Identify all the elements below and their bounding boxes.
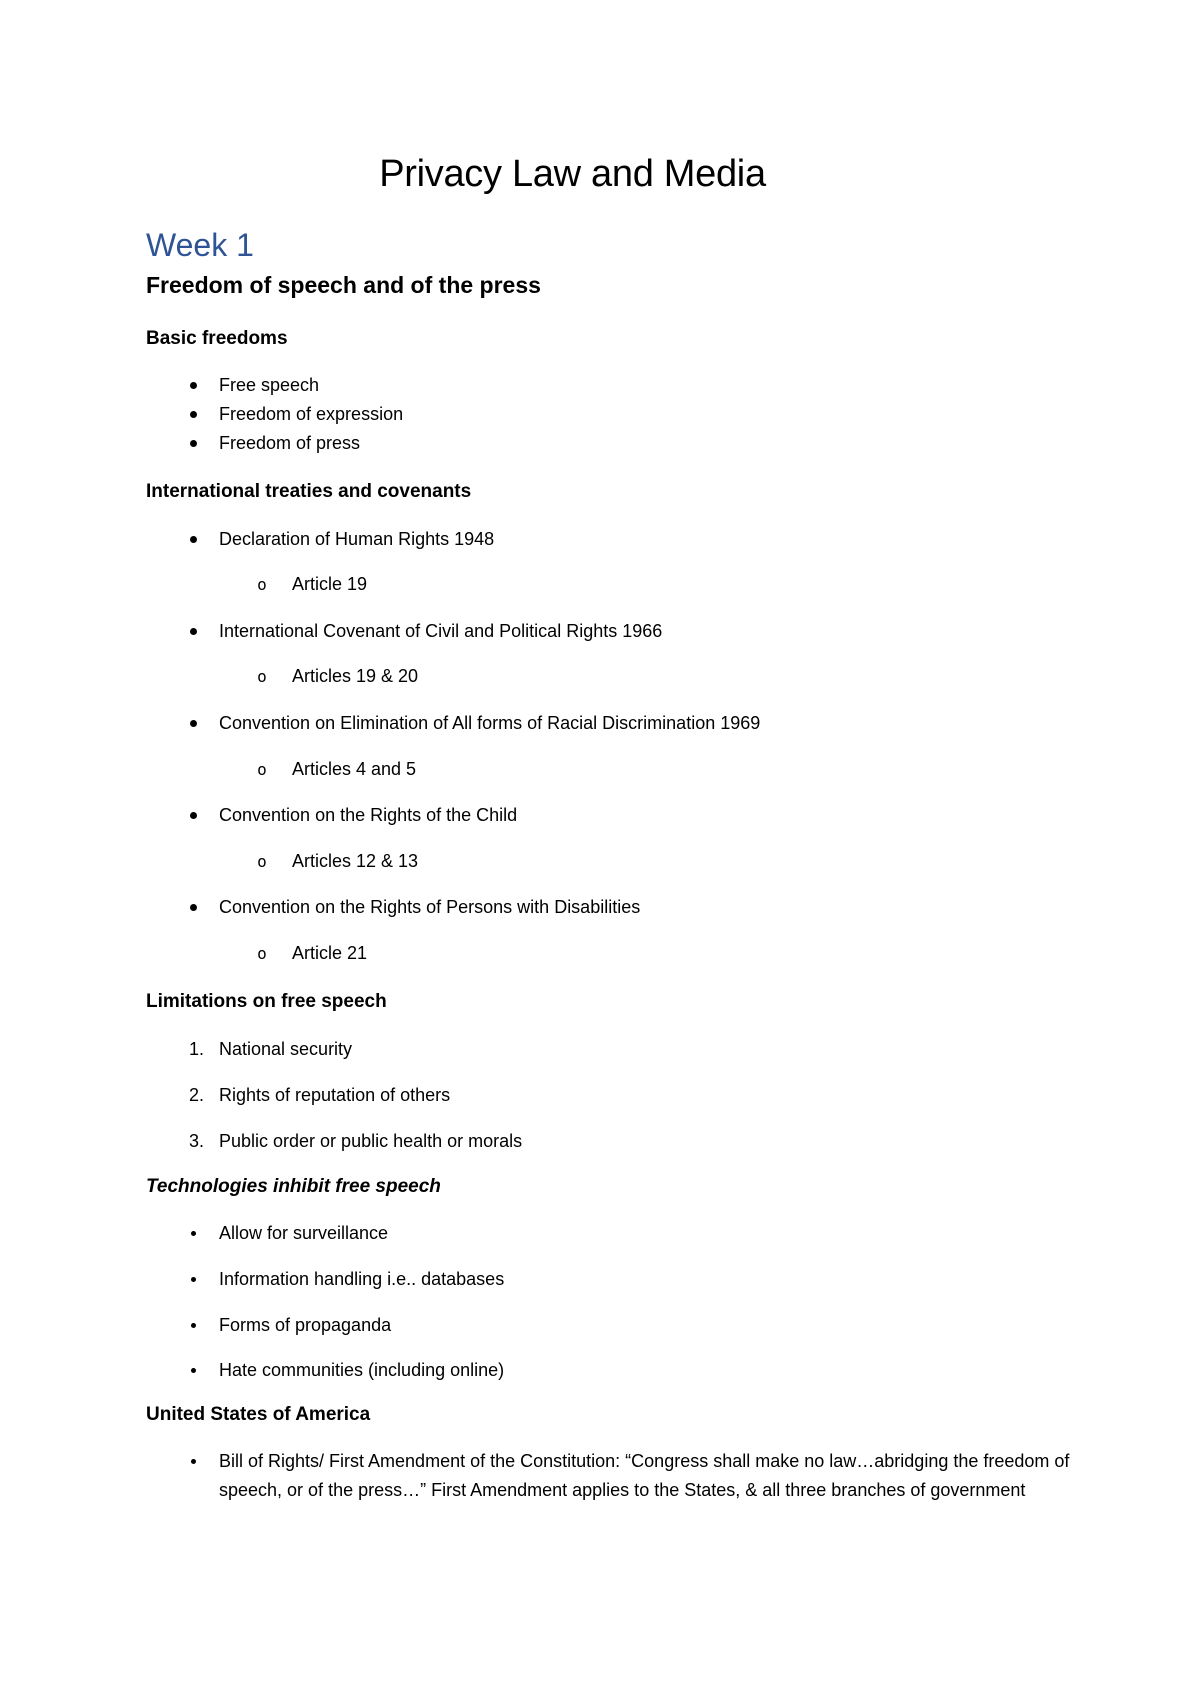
list-item-label: Bill of Rights/ First Amendment of the Constitution: “Congress shall make no law…abridging the freedom of speech, or of the press…” First Amendment applies to the States, & all three branches of government xyxy=(219,1451,1070,1500)
list-item-label: Declaration of Human Rights 1948 xyxy=(219,529,495,549)
sub-bullet-marker: o xyxy=(257,667,267,686)
basic-freedoms-heading: Basic freedoms xyxy=(146,328,288,349)
usa-heading: United States of America xyxy=(146,1404,371,1425)
list-number: 2. xyxy=(188,1085,204,1105)
list-number: 1. xyxy=(188,1039,204,1059)
sub-list-item-label: Articles 12 & 13 xyxy=(292,851,419,871)
list-item-label: Allow for surveillance xyxy=(219,1223,389,1243)
sub-bullet-marker: o xyxy=(257,852,267,871)
list-item-label: National security xyxy=(219,1039,353,1059)
sub-list-item-label: Article 21 xyxy=(292,943,368,963)
sub-bullet-marker: o xyxy=(257,944,267,963)
treaties-heading: International treaties and covenants xyxy=(146,481,472,502)
sub-list-item-label: Articles 19 & 20 xyxy=(292,666,419,686)
technologies-heading: Technologies inhibit free speech xyxy=(146,1176,441,1197)
list-item-label: Convention on the Rights of the Child xyxy=(219,805,518,825)
list-item-label: Freedom of expression xyxy=(219,404,404,424)
document-title: Privacy Law and Media xyxy=(379,153,766,195)
limitations-heading: Limitations on free speech xyxy=(146,991,387,1012)
list-item-label: Rights of reputation of others xyxy=(219,1085,451,1105)
list-item-label: Freedom of press xyxy=(219,433,361,453)
list-item-label: International Covenant of Civil and Political Rights 1966 xyxy=(219,621,663,641)
list-item-label: Hate communities (including online) xyxy=(219,1360,505,1380)
list-item-label: Forms of propaganda xyxy=(219,1315,392,1335)
list-item-label: Convention on Elimination of All forms of Racial Discrimination 1969 xyxy=(219,713,761,733)
sub-bullet-marker: o xyxy=(257,575,267,594)
list-item-label: Information handling i.e.. databases xyxy=(219,1269,505,1289)
list-item-label: Convention on the Rights of Persons with Disabilities xyxy=(219,897,641,917)
sub-bullet-marker: o xyxy=(257,760,267,779)
list-item-label: Public order or public health or morals xyxy=(219,1131,523,1151)
sub-list-item-label: Articles 4 and 5 xyxy=(292,759,417,779)
week-heading: Week 1 xyxy=(146,227,254,263)
section-heading: Freedom of speech and of the press xyxy=(146,272,541,298)
list-number: 3. xyxy=(188,1131,204,1151)
sub-list-item-label: Article 19 xyxy=(292,574,368,594)
list-item-label: Free speech xyxy=(219,375,320,395)
